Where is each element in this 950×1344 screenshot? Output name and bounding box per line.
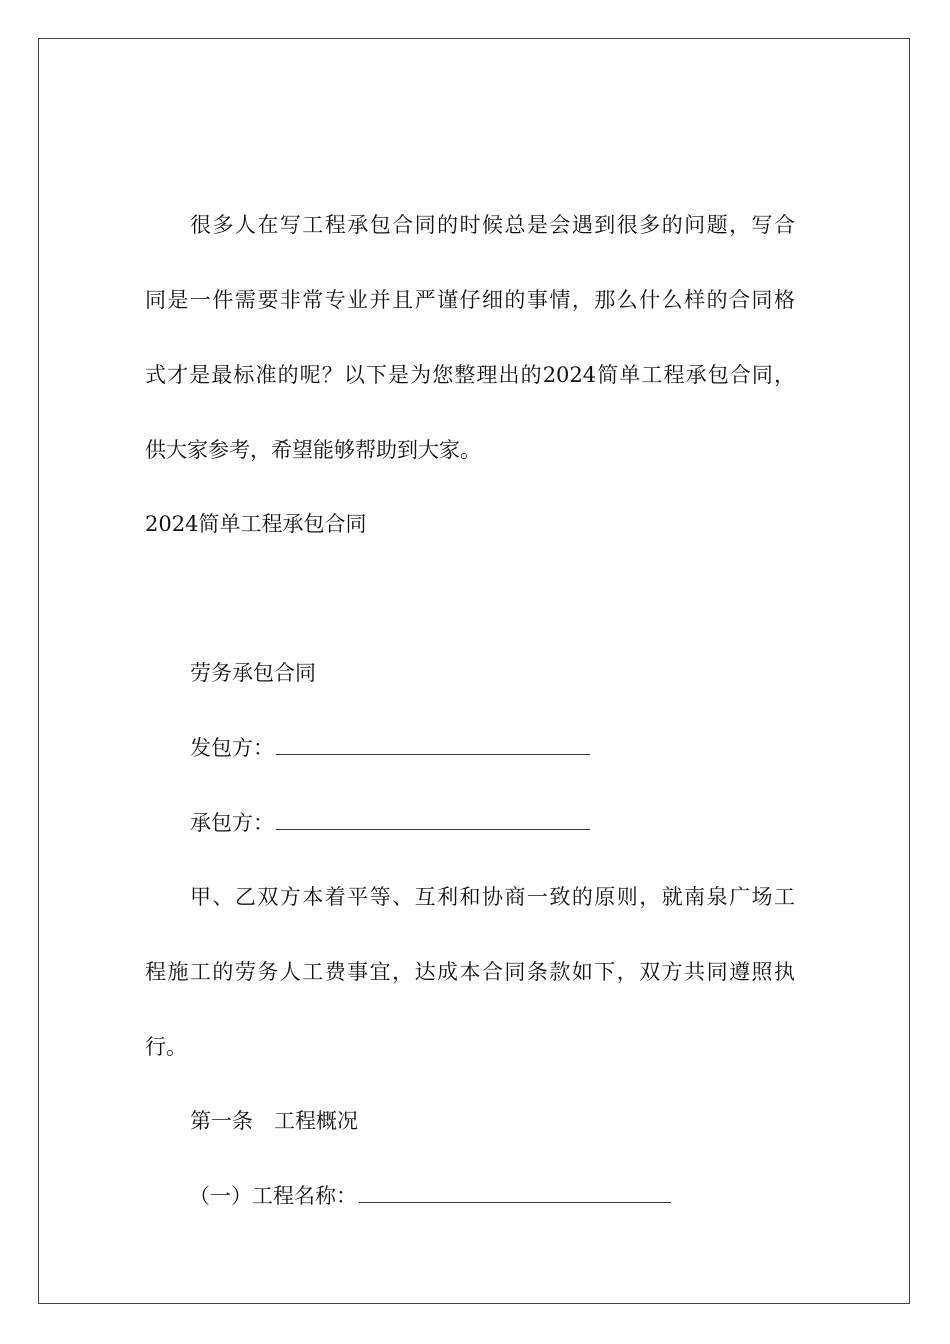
article-1-heading: 第一条 工程概况 <box>190 1109 358 1133</box>
party-a-row <box>190 738 590 759</box>
project-name-row <box>189 1186 671 1207</box>
intro-line-4: 供大家参考，希望能够帮助到大家。 <box>145 438 481 462</box>
contract-heading: 劳务承包合同 <box>190 661 316 685</box>
party-b-label: 承包方： <box>190 811 274 835</box>
party-b-row <box>190 813 590 834</box>
intro-line-3: 式才是最标准的呢？以下是为您整理出的2024简单工程承包合同， <box>145 363 795 387</box>
party-a-blank-field <box>276 738 590 755</box>
intro-line-1: 很多人在写工程承包合同的时候总是会遇到很多的问题，写合 <box>190 213 795 237</box>
document-title: 2024简单工程承包合同 <box>145 512 367 536</box>
intro-line-2: 同是一件需要非常专业并且严谨仔细的事情，那么什么样的合同格 <box>145 288 795 312</box>
preamble-line-1: 甲、乙双方本着平等、互利和协商一致的原则，就南泉广场工 <box>190 885 795 909</box>
preamble-line-3: 行。 <box>145 1035 187 1059</box>
project-name-label: （一）工程名称： <box>189 1184 357 1208</box>
party-a-label: 发包方： <box>190 736 274 760</box>
project-name-blank-field <box>359 1186 671 1203</box>
party-b-blank-field <box>276 813 590 830</box>
preamble-line-2: 程施工的劳务人工费事宜，达成本合同条款如下，双方共同遵照执 <box>145 960 795 984</box>
